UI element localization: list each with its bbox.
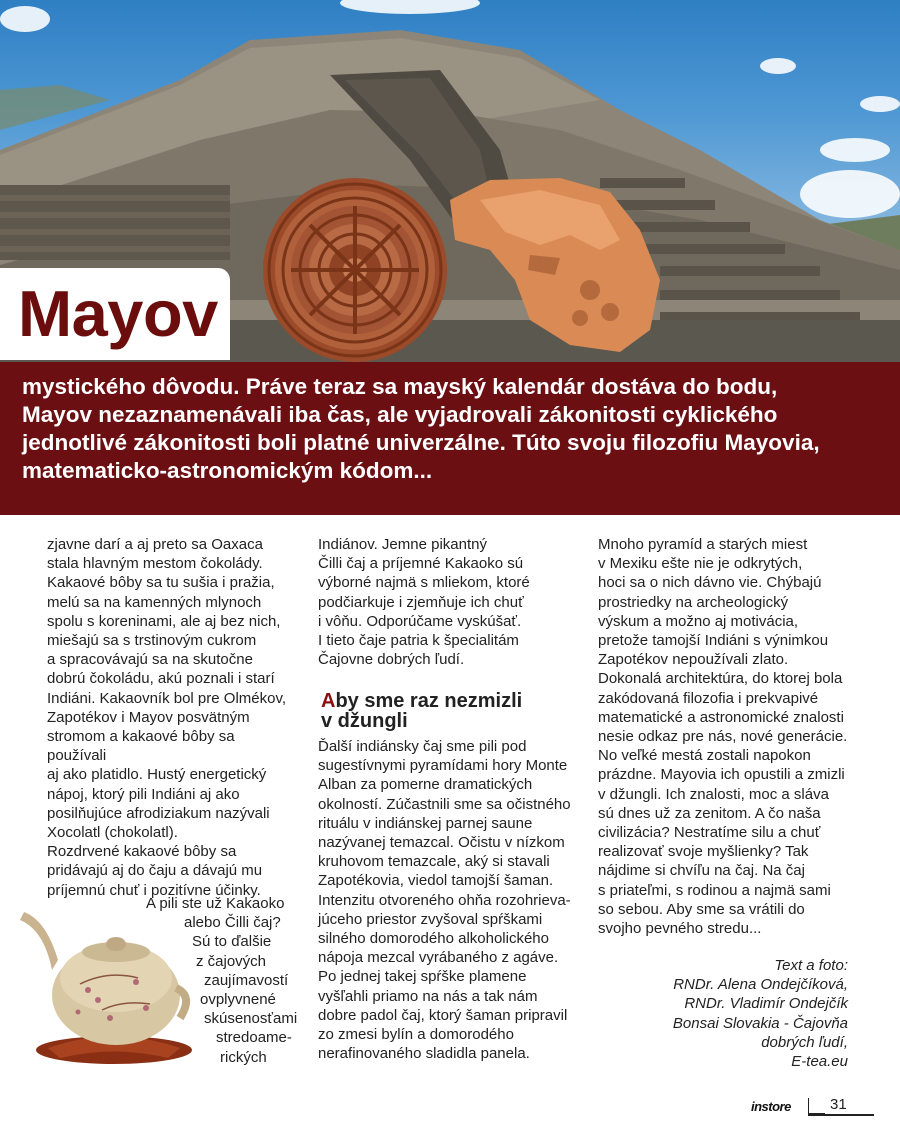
wrap-line: Sú to ďalšie [192,933,272,951]
credit-line: E-tea.eu [791,1053,848,1071]
subheading-text: by sme raz nezmizli v džungli [321,690,523,732]
column-3-text: Mnoho pyramíd a starých miest v Mexiku ešte nie je odkrytých, hoci sa o nich dávno vie. Chýbajú prostriedky na archeologický výskum a možno aj motivácia, pretože tamojší Indiáni s výnimkou Zapotékov nepoužívali zlato. Dokonalá architektúra, do ktorej bola zakódovaná filozofia i prekvapivé matematické a astronomické znalosti nesie odkaz pre nás, nové generácie. No veľké mestá zostali napokon prázdne. Mayovia ich opustili a zmizli v džungli. Ich znalosti, moc a sláva sú dnes už za zenitom. A čo naša civilizácia? Nestratíme silu a chuť realizovať svoje myšlienky? Tak nájdime si chvíľu na čaj. Na čaj s priateľmi, s rodinou a najmä sami so sebou. Aby sme sa vrátili do svojho pevného stredu... [598,536,848,938]
wrap-line: rických [220,1048,267,1066]
section-subheading [321,691,522,731]
credit-line: Text a foto: [774,957,848,974]
magazine-logo: instore [751,1099,791,1114]
subheading-initial: A [321,690,336,712]
column-1-text: zjavne darí a aj preto sa Oaxaca stala hlavným mestom čokolády. Kakaové bôby sa tu sušia i pražia, melú sa na kamenných mlynoch spolu s koreninami, ale aj bez nich, miešajú sa s trstinovým cukrom a spracovávajú sa na skutočne dobrú čokoládu, akú poznali i starí Indiáni. Kakaovník bol pre Olmékov, Zapotékov i Mayov posvätným stromom a kakaové bôby sa používali aj ako platidlo. Hustý energetický nápoj, ktorý pili Indiáni aj ako posilňujúce afrodiziakum nazývali Xocolatl (chokolatl). Rozdrvené kakaové bôby sa pridávajú aj do čaju a dávajú mu príjemnú chuť i pozitívne účinky. [47,536,287,899]
page-number-bracket [808,1098,825,1114]
page-number: 31 [830,1096,847,1113]
column-2-body: Ďalší indiánsky čaj sme pili pod sugestívnymi pyramídami hory Monte Alban za pomerne dramatických okolností. Zúčastnili sme sa očistného rituálu v indiánskej parnej saune nazývanej temazcal. Očistu v nízkom kruhovom temazcale, aký si stavali Zapotékovia, viedol tamojší šaman. Intenzitu otvoreného ohňa rozohrieva- júceho priestor zvyšoval spŕškami silného domorodého alkoholického nápoja mezcal vyrábaného z agáve. Po jednej takej spŕške plamene vyšľahli priamo na nás a tak nám dobre padol čaj, ktorý šaman pripravil zo zmesi bylín a domorodého nerafinovaného sladidla panela. [318,738,571,1063]
wrap-line: A pili ste už Kakaoko [146,895,285,912]
wrap-line: alebo Čilli čaj? [184,914,281,932]
column-2-text: Indiánov. Jemne pikantný Čilli čaj a príjemné Kakaoko sú výborné najmä s mliekom, ktoré podčiarkuje i zjemňuje ich chuť i vôňu. Odporúčame vyskúšať. I tieto čaje patria k špecialitám Čajovne dobrých ľudí. [318,536,530,669]
wrap-line: zaujímavostí [204,971,289,989]
credit-line: dobrých ľudí, [761,1033,848,1051]
wrap-line: z čajových [196,952,267,970]
teapot-image [18,900,200,1070]
credit-line: RNDr. Vladimír Ondejčík [684,995,848,1013]
footer-rule [808,1114,874,1116]
credit-line: RNDr. Alena Ondejčíková, [673,976,848,994]
wrap-line: ovplyvnené [200,991,276,1009]
wrap-line: stredoame- [216,1029,292,1047]
lead-paragraph: mystického dôvodu. Práve teraz sa mayský kalendár dostáva do bodu, Mayov nezaznamenávali iba čas, ale vyjadrovali zákonitosti cyklického jednotlivé zákonitosti boli platné univerzálne. Túto svoju filozofiu Mayovia, matematicko-astronomickým kódom... [22,374,820,483]
page-title: Mayov [18,277,218,350]
wrap-line: skúsenosťami [204,1010,298,1028]
credits [588,956,848,1071]
credit-line: Bonsai Slovakia - Čajovňa [672,1014,848,1032]
